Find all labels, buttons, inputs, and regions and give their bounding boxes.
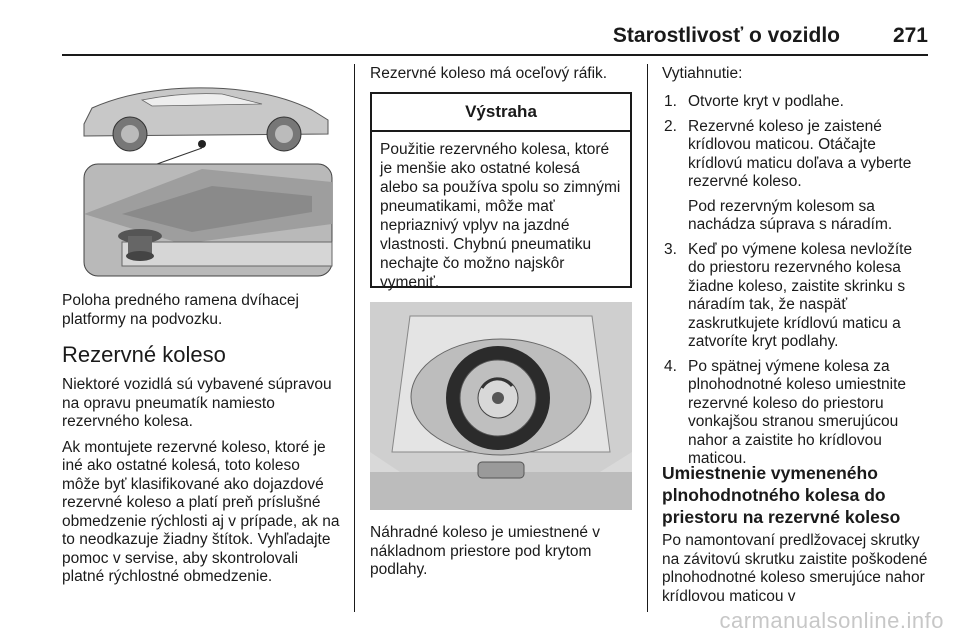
step-number: 3. (664, 240, 677, 258)
step-number: 4. (664, 357, 677, 375)
removal-heading: Vytiahnutie: (662, 65, 743, 82)
step-text: Keď po výmene kolesa nevložíte do priestoru rezervného kolesa žiadne koleso, zaistite skrinku s náradím tak, že naspäť zaskrutkujete krídlovú maticu a zatvoríte kryt podlahy. (688, 240, 913, 350)
warning-title: Výstraha (372, 94, 630, 132)
page-number: 271 (892, 24, 928, 47)
header-title: Starostlivosť o vozidlo (612, 24, 840, 47)
column-divider-1 (354, 64, 355, 612)
page-header (62, 20, 928, 54)
car-lift-illustration (62, 64, 340, 282)
watermark: carmanualsonline.info (719, 608, 944, 633)
subheading-placement: Umiestnenie vymeneného plnohodnotného kolesa do priestoru na rezervné koleso (662, 463, 901, 527)
step-number: 2. (664, 117, 677, 135)
paragraph-placement: Po namontovaní predlžovacej skrutky na závitovú skrutku zaistite poškodené plnohodnotné koleso smerujúce nahor krídlovou maticou v (662, 532, 928, 605)
figure-caption-lift: Poloha predného ramena dvíhacej platformy na podvozku. (62, 292, 299, 328)
warning-text: Použitie rezervného kolesa, ktoré je menšie ako ostatné kolesá alebo sa používa spolu so zimnými pneumatikami, môže mať nepriaznivý vplyv na jazdné vlastnosti. Chybnú pneumatiku nechajte čo možno najskôr vymeniť. (380, 141, 621, 291)
step-text: Po spätnej výmene kolesa za plnohodnotné koleso umiestnite rezervné koleso do priestoru vonkajšou stranou smerujúcou nahor a zaistite ho krídlovou maticou. (688, 357, 907, 467)
figure-caption-spare-wheel: Náhradné koleso je umiestnené v nákladnom priestore pod krytom podlahy. (370, 524, 601, 578)
step-text: Rezervné koleso je zaistené krídlovou maticou. Otáčajte krídlovú maticu doľava a vyberte rezervné koleso. (688, 117, 912, 190)
column-divider-2 (647, 64, 648, 612)
list-item (662, 93, 932, 112)
header-rule (62, 54, 928, 56)
step-text: Otvorte kryt v podlahe. (688, 93, 844, 110)
step-number: 1. (664, 93, 677, 110)
section-title-spare-wheel: Rezervné koleso (62, 342, 226, 367)
list-item (662, 241, 932, 352)
steel-rim-note: Rezervné koleso má oceľový ráfik. (370, 65, 608, 82)
warning-box (370, 92, 632, 291)
removal-steps (662, 93, 932, 475)
spare-wheel-figure (370, 302, 632, 510)
car-lift-figure (62, 64, 340, 282)
list-item (662, 358, 932, 469)
paragraph-speed-limit: Ak montujete rezervné koleso, ktoré je iné ako ostatné kolesá, toto koleso môže byť klasifikované ako dojazdové rezervné koleso a platí preň príslušné obmedzenie rýchlosti aj v prípade, ak na to neodkazuje žiadny štítok. Vyhľadajte pomoc v servise, aby skontrolovali platné rýchlostné obmedzenie. (62, 438, 340, 585)
list-item (662, 118, 932, 235)
step-subtext: Pod rezervným kolesom sa nachádza súprava s náradím. (688, 197, 893, 233)
spare-wheel-illustration (370, 302, 632, 510)
paragraph-repair-kit: Niektoré vozidlá sú vybavené súpravou na opravu pneumatík namiesto rezervného kolesa. (62, 376, 332, 430)
